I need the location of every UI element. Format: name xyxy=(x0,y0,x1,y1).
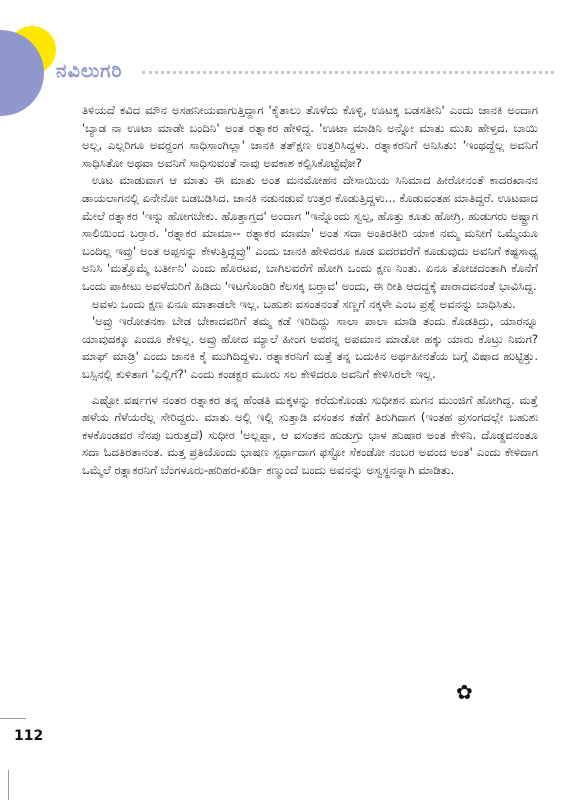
paragraph-3: ಅವಳು ಒಂದು ಕ್ಷಣ ಏನೂ ಮಾತಾಡಲೇ ಇಲ್ಲ. ಬಹುಶಃ ವಸಂತನಂತೆ ಸಣ್ಣಗೆ ನಕ್ಕಳೇ ಎಂಬ ಪ್ರಶ್ನೆ ಅವನನ್ನು ಬಾಧಿಸಿತು. xyxy=(92,296,516,311)
page-number: 112 xyxy=(14,728,44,744)
article-body xyxy=(82,102,538,479)
paragraph-2: ಊಟ ಮಾಡುವಾಗ ಆ ಮಾತು ಈ ಮಾತು ಅಂತ ಮನಮೋಹನ ದೇಸಾಯಿಯ ಸಿನಿಮಾದ ಹೀರೋನಂತೆ ಕಾದರಖಾನನ ಡಾಯಲಾಗನಲ್ಲಿ ಏನೇನೋ ಬಡಬಡಿಸಿದ. ಜಾನಕಿ ನಡುನಡುವೆ ಉತ್ತರ ಕೊಡುತ್ತಿದ್ದಳು... ಕೊಡುವಂತಹ ಮಾತಿದ್ದರೆ. ಊಟವಾದ ಮೇಲೆ ರತ್ನಾಕರ 'ಇನ್ನು ಹೋಗಬೇಕು. ಹೊತ್ತಾಗ್ತದ' ಅಂದಾಗ "ಇನ್ನೊಂದು ಸ್ವಲ್ಪ, ಹೊತ್ತು ಕೂತು ಹೋಗ್ರಿ. ಹುಡುಗರು ಅಷ್ಟ್ರಾಗ ಸಾಲಿಯಿಂದ ಬರ್‍ತಾರ. 'ರತ್ನಾಕರ ಮಾಮಾ-- ರತ್ನಾಕರ ಮಾಮಾ' ಅಂತ ಸದಾ ಅಂತಿರತೀರಿ ಯಾಕ ನಮ್ಮ ಮನೀಗೆ ಒಮ್ಮೆಯೂ ಬಂದಿಲ್ಲ ಇವ್ರು' ಅಂತ ಅಪ್ಪನನ್ನು ಕೇಳುತ್ತಿದ್ದವ್ರು" ಎಂದು ಜಾನಕಿ ಹೇಳಿದರೂ ಕೂಡ ಐದರವರೆಗೆ ಕೂಡುವುದು ಅವನಿಗೆ ಕಷ್ಟಸಾಧ್ಯ ಅನಿಸಿ 'ಮತ್ತೊಮ್ಮೆ ಬರ್ತೀನಿ' ಎಂದು ಹೊರಟವ, ಬಾಗಿಲವರೆಗೆ ಹೋಗಿ ಒಂದು ಕ್ಷಣ ನಿಂತು. ಏನೂ ತೋಚದಂತಾಗಿ ಕೊನೆಗೆ ಒಂದು ಪಾಕೀಟು ಅವಳೆದುರಿಗೆ ಹಿಡಿದು 'ಇಟಗೊಂಡಿರಿ ಕೆಲಸಕ್ಕ ಬರ್‍ತಾವ' ಅಂದು, ಈ ರೀತಿ ಆದದ್ದಕ್ಕೆ ಪಾರಾದವನಂತೆ ಭಾವಿಸಿದ್ದ. xyxy=(82,173,539,293)
magazine-name: ನವಿಲುಗರಿ xyxy=(56,60,123,82)
paragraph-1: ತಿಳಿಯದೆ ಕವಿದ ಮೌನ ಅಸಹನೀಯವಾಗುತ್ತಿದ್ದಾಗ 'ಕೈತಾಲು ತೊಳೆದು ಕೊಳ್ಳಿ, ಊಟಕ್ಕ ಬಡಸತೀನಿ' ಎಂದು ಜಾನಕಿ ಅಂದಾಗ 'ಬ್ಯಾಡ ನಾ ಊಟಾ ಮಾಡೇ ಬಂದಿನಿ' ಅಂತ ರತ್ನಾಕರ ಹೇಳಿದ್ದ. 'ಊಟಾ ಮಾಡಿನಿ ಅನ್ನೋ ಮಾತು ಮುಖ ಹೇಳ್ತದ. ಬಾಯಿ ಅಲ್ಲ, ಎಲ್ಲರಿಗೂ ಅವರ್‍ದಂಗ ಸಾಧಿಸಾಂಗಿಲ್ಲಾ' ಜಾನಕಿ ತತ್‍ಕ್ಷಣ ಉತ್ತರಿಸಿದ್ದಳು. ರತ್ನಾಕರನಿಗೆ ಅನಿಸಿತು: 'ಇಂಥದ್ದೆಲ್ಲ ಅವನಿಗೆ ಸಾಧಿಸಿತೋ ಅಥವಾ ಅವನಿಗೆ ಸಾಧಿಸುವಂತೆ ನಾವು ಅವಕಾಶ ಕಲ್ಪಿಸಿಕೊಟ್ಟೆವೋ? xyxy=(82,103,538,170)
page-number-rule xyxy=(0,718,26,719)
header-dotted-rule xyxy=(142,71,554,74)
paragraph-4: 'ಅವ್ರು ಇರೋತನಕಾ ಬೇಡ ಬೇಕಾದವರಿಗೆ ತಮ್ಮ ಕಡೆ ಇರಿದಿದ್ದು ಸಾಲಾ ಪಾಲಾ ಮಾಡಿ ತಂದು ಕೊಡತಿದ್ರು, ಯಾರನ್ನೂ ಯಾವುದಕ್ಕೂ ಎಂದೂ ಕೇಳಿಲ್ಲ. ಅವ್ರು ಹೋದ ಮ್ಯಾಲೆ ಹೀಂಗ ಅವರನ್ನ ಅಪಮಾನ ಮಾಡೋ ಹಕ್ಕು ಯಾರು ಕೊಟ್ರು ನಿಮಗ? ಮಾಫ್ ಮಾಡ್ರಿ' ಎಂದು ಜಾನಕಿ ಕೈ ಮುಗಿದಿದ್ದಳು. ರತ್ನಾಕರನಿಗೆ ಮತ್ತೆ ತನ್ನ ಬದುಕಿನ ಅರ್ಥಹೀನತೆಯ ಬಗ್ಗೆ ವಿಷಾದ ಹುಟ್ಟಿತ್ತು. ಬಸ್ಸಿನಲ್ಲಿ ಕುಳಿತಾಗ 'ಎಲ್ಲಿಗೆ?' ಎಂದು ಕಂಡಕ್ಟರ ಮೂರು ಸಲ ಕೇಳಿದರೂ ಅವನಿಗೆ ಕೇಳಿಸಿರಲೇ ಇಲ್ಲ. xyxy=(82,314,538,381)
crop-mark xyxy=(8,770,27,800)
paragraph-5: ಎಷ್ಟೋ ವರ್ಷಗಳ ನಂತರ ರತ್ನಾಕರ ತನ್ನ ಹೆಂಡತಿ ಮಕ್ಕಳನ್ನು ಕರೆದುಕೊಂಡು ಸುಧೀಶನ ಮಗನ ಮುಂಜಿಗೆ ಹೋಗಿದ್ದ. ಮತ್ತೆ ಹಳೆಯ ಗೆಳೆಯರೆಲ್ಲ ಸೇರಿದ್ದರು. ಮಾತು ಅಲ್ಲಿ ಇಲ್ಲಿ ಸುತ್ತಾಡಿ ವಸಂತನ ಕಡೆಗೆ ತಿರುಗಿದಾಗ (ಇಂತಹ ಪ್ರಸಂಗದಲ್ಲೇ ಬಹುಶಃ ಕಳಕೊಂಡವರ ನೆನಪು ಬರುತ್ತದೆ) ಸುಧೀರ 'ಅಲ್ಲಪ್ಪಾ, ಆ ವಸಂತನ ಹುಡುಗ್ರು ಭಾಳ ಹುಷಾರ ಅಂತ ಕೇಳಿನಿ. ದೊಡ್ಡವನಂತೂ ಸದಾ ಓದತಿರತಾನಂತ. ಮತ್ತ ಪ್ರತಿಯೊಂದು ಭಾಷಣ ಸ್ಪರ್ಧಾದಾಗ ಫಸ್ಟೋ ಸೆಕಂಡೋ ನಂಬರ ಅವಂದ ಅಂತ' ಎಂದು ಕೇಳಿದಾಗ ಒಮ್ಮೆಲೆ ರತ್ನಾಕರನಿಗೆ ಬೆಂಗಳೂರು-ಹರಿಹರ-ಖಿರ್ಡಿ ಕಣ್ಮುಂದೆ ಬಂದು ಅವನನ್ನು ಅಸ್ವಸ್ಥನನ್ನಾಗಿ ಮಾಡಿತು. xyxy=(82,392,538,477)
flower-icon: ✿ xyxy=(456,680,473,704)
